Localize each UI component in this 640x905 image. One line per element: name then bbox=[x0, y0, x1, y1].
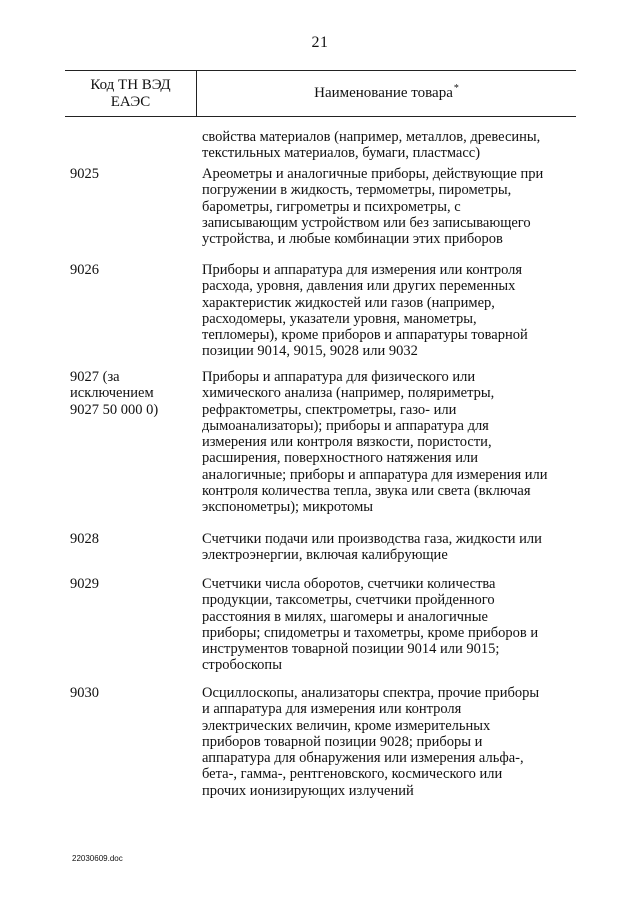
row-code: 9025 bbox=[70, 166, 99, 182]
row-code: 9027 (за исключением 9027 50 000 0) bbox=[70, 369, 159, 418]
header-code-column: Код ТН ВЭД ЕАЭС bbox=[65, 71, 197, 116]
row-description: Счетчики подачи или производства газа, жидкости или электроэнергии, включая калибрующие bbox=[202, 531, 542, 564]
row-description: Осциллоскопы, анализаторы спектра, прочие приборы и аппаратура для измерения или контроля электрических величин, кроме измерительных приборов товарной позиции 9028; приборы и аппаратура для обнаружения или измерения альфа-, бета-, гамма-, рентгеновского, космического или прочих ионизирующих излучений bbox=[202, 685, 540, 799]
row-description: Счетчики числа оборотов, счетчики количества продукции, таксометры, счетчики пройденного расстояния в милях, шагомеры и аналогичные приборы; спидометры и тахометры, кроме приборов и инструментов товарной позиции 9014 или 9015; стробоскопы bbox=[202, 576, 539, 674]
footnote-mark: * bbox=[453, 83, 459, 94]
row-code: 9029 bbox=[70, 576, 99, 592]
footer-file-name: 22030609.doc bbox=[72, 854, 123, 863]
row-description: свойства материалов (например, металлов, древесины, текстильных материалов, бумаги, пластмасс) bbox=[202, 129, 541, 162]
row-description: Ареометры и аналогичные приборы, действующие при погружении в жидкость, термометры, пирометры, барометры, гигрометры и психрометры, с записывающим устройством или без записывающего устройства, и любые комбинации этих приборов bbox=[202, 166, 544, 248]
header-name-label: Наименование товара bbox=[314, 85, 453, 101]
page-number: 21 bbox=[311, 34, 329, 51]
row-description: Приборы и аппаратура для физического или химического анализа (например, поляриметры, рефрактометры, спектрометры, газо- или дымоанализаторы); приборы и аппаратура для измерения или контроля вязкости, пористости, расширения, поверхностного натяжения или аналогичные; приборы и аппаратура для измерения или контроля количества тепла, звука или света (включая экспонометры); микротомы bbox=[202, 369, 548, 516]
row-code: 9026 bbox=[70, 262, 99, 278]
row-code: 9030 bbox=[70, 685, 99, 701]
row-code: 9028 bbox=[70, 531, 99, 547]
row-description: Приборы и аппаратура для измерения или контроля расхода, уровня, давления или других переменных характеристик жидкостей или газов (например, расходомеры, указатели уровня, манометры, тепломеры), кроме приборов и аппаратуры товарной позиции 9014, 9015, 9028 или 9032 bbox=[202, 262, 528, 360]
